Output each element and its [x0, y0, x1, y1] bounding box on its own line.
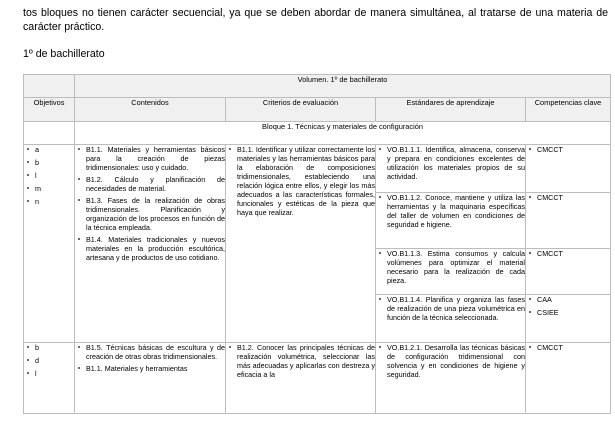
list-item: VO.B1.1.2. Conoce, mantiene y utiliza las herramientas y la maquinaria específicas del taller de volumen en condiciones de seguridad e higiene. [376, 193, 525, 229]
list-item: b [24, 343, 74, 352]
intro-paragraph: tos bloques no tienen carácter secuencial, ya que se deben abordar de manera simultánea, al tratarse de una materia de carácter práctico. [23, 7, 608, 33]
list-item: CMCCT [526, 343, 610, 352]
list-item: l [24, 369, 74, 378]
list-item: B1.5. Técnicas básicas de escultura y de creación de otras obras tridimensionales. [75, 343, 225, 361]
list-item: CMCCT [526, 193, 610, 202]
competence-list [526, 295, 610, 317]
list-item: B1.2. Cálculo y planificación de necesidades de material. [75, 175, 225, 193]
competence-cell [526, 145, 611, 193]
list-item: CMCCT [526, 249, 610, 258]
standard-cell [376, 343, 526, 414]
list-item: VO.B1.1.3. Estima consumos y calcula volúmenes para optimizar el material necesario para la realización de cada pieza. [376, 249, 525, 285]
list-item: B1.1. Identificar y utilizar correctamente los materiales y las herramientas básicos para la elaboración de composiciones tridimensionales, estableciendo una relación lógica entre ellos, y elegir los más adecuados a las características formales, funcionales y estéticas de la pieza que haya que realizar. [226, 145, 375, 217]
list-item: B1.3. Fases de la realización de obras tridimensionales. Planificación y organización de los procesos en función de la técnica empleada. [75, 196, 225, 232]
list-item: a [24, 145, 74, 154]
list-item: d [24, 356, 74, 365]
curriculum-table [23, 74, 611, 414]
criteria-list [226, 145, 375, 217]
standard-list [376, 343, 525, 379]
competence-list [526, 145, 610, 154]
list-item: B1.1. Materiales y herramientas [75, 364, 225, 373]
standard-cell [376, 193, 526, 249]
standard-list [376, 295, 525, 322]
standard-cell [376, 295, 526, 343]
competence-cell [526, 193, 611, 249]
volume-title: Volumen. 1º de bachillerato [75, 75, 611, 98]
contents-list [75, 343, 225, 373]
volume-title-empty-cell [24, 75, 75, 98]
competence-cell [526, 295, 611, 343]
objectives-list [24, 145, 74, 206]
table-row [24, 145, 611, 193]
list-item: CSIEE [526, 308, 610, 317]
criteria-cell [226, 343, 376, 414]
header-standards: Estándares de aprendizaje [376, 98, 526, 122]
header-contents: Contenidos [75, 98, 226, 122]
standard-list [376, 249, 525, 285]
list-item: VO.B1.1.4. Planifica y organiza las fases de realización de una pieza volumétrica en función de la técnica seleccionada. [376, 295, 525, 322]
standard-cell [376, 249, 526, 295]
objectives-cell [24, 343, 75, 414]
table-row [24, 343, 611, 414]
competence-list [526, 249, 610, 258]
list-item: CMCCT [526, 145, 610, 154]
list-item: m [24, 184, 74, 193]
standard-list [376, 193, 525, 229]
objectives-list [24, 343, 74, 378]
standard-list [376, 145, 525, 181]
list-item: B1.4. Materiales tradicionales y nuevos materiales en la producción escultórica, artesana y de productos de uso cotidiano. [75, 235, 225, 262]
competence-list [526, 343, 610, 352]
standard-cell [376, 145, 526, 193]
block-title: Bloque 1. Técnicas y materiales de configuración [75, 122, 611, 145]
list-item: l [24, 171, 74, 180]
list-item: VO.B1.1.1. Identifica, almacena, conserva y prepara en condiciones excelentes de utilización los materiales propios de su actividad. [376, 145, 525, 181]
list-item: b [24, 158, 74, 167]
contents-list [75, 145, 225, 262]
objectives-cell [24, 145, 75, 343]
competence-cell [526, 343, 611, 414]
header-objectives: Objetivos [24, 98, 75, 122]
criteria-cell [226, 145, 376, 343]
contents-cell [75, 145, 226, 343]
criteria-list [226, 343, 375, 379]
competence-list [526, 193, 610, 202]
list-item: B1.1. Materiales y herramientas básicos para la creación de piezas tridimensionales: uso y cuidado. [75, 145, 225, 172]
header-criteria: Criterios de evaluación [226, 98, 376, 122]
contents-cell [75, 343, 226, 414]
block-title-empty-cell [24, 122, 75, 145]
list-item: CAA [526, 295, 610, 304]
header-competences: Competencias clave [526, 98, 611, 122]
list-item: n [24, 197, 74, 206]
course-title: 1º de bachillerato [23, 48, 105, 60]
list-item: VO.B1.2.1. Desarrolla las técnicas básicas de configuración tridimensional con solvencia y en condiciones de higiene y seguridad. [376, 343, 525, 379]
list-item: B1.2. Conocer las principales técnicas de realización volumétrica, seleccionar las más adecuadas y aplicarlas con destreza y eficacia a la [226, 343, 375, 379]
competence-cell [526, 249, 611, 295]
